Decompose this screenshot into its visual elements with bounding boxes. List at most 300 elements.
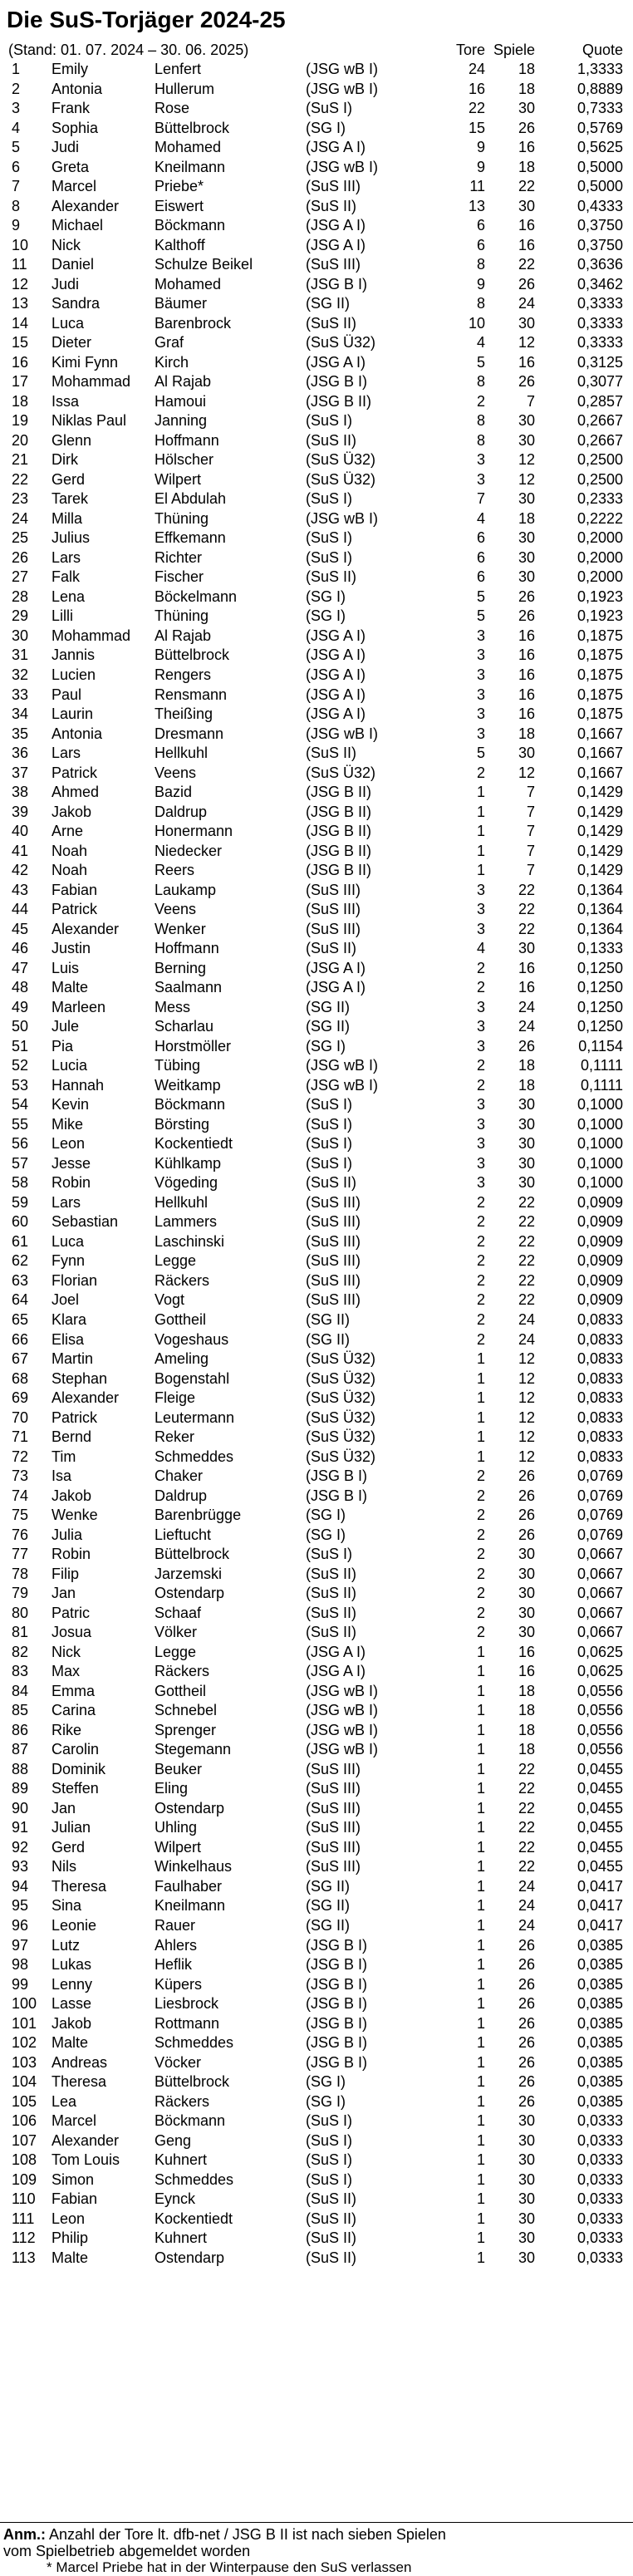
cell-rank: 6	[12, 158, 21, 175]
cell-rank: 103	[12, 2053, 37, 2071]
cell-rank: 84	[12, 1682, 29, 1699]
cell-quote: 0,8889	[577, 80, 623, 97]
table-row	[0, 1271, 633, 1291]
cell-quote: 0,1875	[577, 627, 623, 644]
cell-goals: 2	[476, 1585, 485, 1602]
cell-quote: 0,1429	[577, 862, 623, 879]
cell-first-name: Carolin	[52, 1741, 100, 1758]
cell-first-name: Julia	[52, 1526, 83, 1543]
cell-games: 18	[518, 1682, 535, 1699]
cell-team: (SuS II)	[306, 1604, 357, 1621]
cell-team: (SuS I)	[306, 2131, 353, 2149]
cell-goals: 1	[476, 2249, 485, 2266]
cell-goals: 9	[476, 158, 485, 175]
cell-team: (SuS I)	[306, 1115, 353, 1133]
table-row	[0, 1565, 633, 1585]
cell-goals: 8	[476, 431, 485, 449]
cell-last-name: Böckmann	[155, 1096, 226, 1113]
table-row	[0, 1818, 633, 1838]
cell-games: 18	[518, 1076, 535, 1094]
cell-games: 26	[518, 2053, 535, 2071]
cell-quote: 0,3636	[577, 256, 623, 273]
cell-goals: 3	[476, 1096, 485, 1113]
cell-goals: 2	[476, 1291, 485, 1309]
cell-rank: 48	[12, 979, 29, 996]
cell-first-name: Daniel	[52, 256, 95, 273]
cell-first-name: Sebastian	[52, 1213, 119, 1231]
cell-goals: 1	[476, 1408, 485, 1426]
cell-team: (SuS III)	[306, 1232, 361, 1250]
cell-goals: 3	[476, 920, 485, 937]
cell-rank: 108	[12, 2151, 37, 2169]
cell-quote: 0,0769	[577, 1526, 623, 1543]
table-row	[0, 2170, 633, 2190]
cell-games: 7	[526, 392, 535, 410]
cell-goals: 1	[476, 1858, 485, 1875]
cell-goals: 3	[476, 666, 485, 683]
cell-games: 26	[518, 275, 535, 293]
cell-goals: 1	[476, 2229, 485, 2247]
cell-quote: 0,0667	[577, 1604, 623, 1621]
table-row	[0, 1584, 633, 1604]
cell-team: (SuS III)	[306, 1780, 361, 1797]
cell-quote: 0,2222	[577, 509, 623, 527]
cell-quote: 0,1364	[577, 920, 623, 937]
cell-games: 16	[518, 236, 535, 253]
cell-games: 12	[518, 1408, 535, 1426]
cell-games: 24	[518, 295, 535, 312]
cell-goals: 3	[476, 998, 485, 1015]
cell-first-name: Jakob	[52, 1487, 92, 1504]
table-row	[0, 197, 633, 217]
cell-rank: 92	[12, 1838, 29, 1856]
cell-goals: 1	[476, 2034, 485, 2052]
cell-goals: 3	[476, 881, 485, 898]
cell-games: 7	[526, 823, 535, 840]
cell-games: 26	[518, 1975, 535, 1993]
table-row	[0, 1916, 633, 1936]
cell-games: 30	[518, 548, 535, 566]
table-row	[0, 1154, 633, 1174]
cell-team: (SuS I)	[306, 412, 353, 430]
cell-first-name: Laurin	[52, 705, 94, 723]
cell-quote: 0,0625	[577, 1663, 623, 1680]
cell-games: 22	[518, 1780, 535, 1797]
cell-last-name: Kuhnert	[155, 2151, 208, 2169]
cell-first-name: Lea	[52, 2092, 77, 2110]
cell-team: (SuS III)	[306, 881, 361, 898]
cell-team: (JSG B I)	[306, 1467, 368, 1485]
cell-quote: 0,0909	[577, 1232, 623, 1250]
cell-games: 30	[518, 745, 535, 762]
cell-first-name: Theresa	[52, 1877, 107, 1895]
cell-quote: 0,0833	[577, 1369, 623, 1387]
cell-last-name: Honermann	[155, 823, 233, 840]
cell-team: (SuS I)	[306, 490, 353, 508]
cell-first-name: Tarek	[52, 490, 89, 508]
cell-rank: 113	[12, 2249, 36, 2266]
cell-rank: 61	[12, 1232, 29, 1250]
cell-quote: 0,0556	[577, 1741, 623, 1758]
cell-last-name: Böckelmann	[155, 587, 238, 605]
cell-goals: 2	[476, 1604, 485, 1621]
table-row	[0, 2131, 633, 2151]
cell-last-name: Horstmöller	[155, 1037, 232, 1054]
cell-team: (JSG B I)	[306, 2034, 368, 2052]
cell-first-name: Stephan	[52, 1369, 108, 1387]
cell-rank: 82	[12, 1643, 29, 1660]
cell-quote: 0,3462	[577, 275, 623, 293]
cell-team: (SG I)	[306, 2073, 346, 2091]
cell-last-name: Böckmann	[155, 2112, 226, 2130]
cell-team: (SuS II)	[306, 568, 357, 586]
cell-goals: 2	[476, 1271, 485, 1289]
cell-goals: 5	[476, 587, 485, 605]
cell-quote: 0,1364	[577, 881, 623, 898]
table-row	[0, 1604, 633, 1624]
cell-team: (SuS I)	[306, 1154, 353, 1172]
cell-quote: 0,3077	[577, 373, 623, 391]
cell-rank: 35	[12, 725, 29, 742]
cell-quote: 0,4333	[577, 197, 623, 214]
cell-team: (SuS I)	[306, 100, 353, 117]
cell-rank: 1	[12, 61, 21, 77]
cell-first-name: Noah	[52, 842, 88, 859]
cell-team: (JSG wB I)	[306, 725, 379, 742]
cell-quote: 0,0667	[577, 1546, 623, 1563]
cell-games: 26	[518, 2073, 535, 2091]
cell-rank: 22	[12, 470, 29, 488]
cell-games: 22	[518, 1799, 535, 1816]
cell-rank: 50	[12, 1018, 29, 1035]
cell-last-name: Beuker	[155, 1760, 203, 1777]
cell-team: (JSG wB I)	[306, 1682, 379, 1699]
cell-team: (SuS III)	[306, 1271, 361, 1289]
cell-goals: 3	[476, 686, 485, 703]
cell-games: 12	[518, 764, 535, 781]
table-row	[0, 333, 633, 353]
cell-team: (SuS II)	[306, 314, 357, 332]
cell-rank: 106	[12, 2112, 37, 2130]
cell-first-name: Philip	[52, 2229, 89, 2247]
cell-games: 30	[518, 2112, 535, 2130]
table-row	[0, 607, 633, 627]
cell-rank: 27	[12, 568, 29, 586]
cell-rank: 56	[12, 1135, 29, 1153]
cell-goals: 1	[476, 1741, 485, 1758]
cell-last-name: Hoffmann	[155, 431, 219, 449]
table-row	[0, 1487, 633, 1507]
cell-goals: 1	[476, 1838, 485, 1856]
cell-quote: 0,1000	[577, 1154, 623, 1172]
table-row	[0, 842, 633, 862]
cell-quote: 0,0417	[577, 1897, 623, 1915]
cell-goals: 11	[469, 178, 485, 195]
cell-last-name: Schnebel	[155, 1702, 218, 1719]
cell-rank: 34	[12, 705, 29, 723]
table-row	[0, 1975, 633, 1995]
cell-last-name: Vogeshaus	[155, 1330, 229, 1348]
cell-last-name: Kalthoff	[155, 236, 205, 253]
cell-games: 7	[526, 862, 535, 879]
cell-rank: 64	[12, 1291, 29, 1309]
cell-quote: 0,3750	[577, 236, 623, 253]
cell-team: (SuS I)	[306, 2112, 353, 2130]
cell-games: 18	[518, 1057, 535, 1074]
cell-goals: 3	[476, 1037, 485, 1054]
cell-team: (JSG A I)	[306, 627, 366, 644]
cell-rank: 49	[12, 998, 29, 1015]
cell-team: (SG II)	[306, 1877, 350, 1895]
cell-goals: 6	[476, 236, 485, 253]
cell-last-name: Veens	[155, 764, 197, 781]
cell-team: (JSG B II)	[306, 862, 372, 879]
cell-quote: 0,0455	[577, 1838, 623, 1856]
cell-quote: 0,1000	[577, 1135, 623, 1153]
cell-quote: 0,0385	[577, 2014, 623, 2032]
cell-first-name: Gerd	[52, 470, 86, 488]
cell-team: (JSG wB I)	[306, 158, 379, 175]
cell-last-name: Barenbrock	[155, 314, 232, 332]
cell-last-name: Kockentiedt	[155, 2210, 233, 2227]
cell-quote: 0,0909	[577, 1271, 623, 1289]
cell-quote: 0,0455	[577, 1780, 623, 1797]
cell-quote: 0,0909	[577, 1252, 623, 1270]
cell-team: (SuS II)	[306, 197, 357, 214]
cell-first-name: Julius	[52, 529, 91, 547]
cell-rank: 39	[12, 803, 29, 820]
cell-quote: 0,1667	[577, 745, 623, 762]
cell-goals: 8	[476, 295, 485, 312]
cell-first-name: Kevin	[52, 1096, 90, 1113]
cell-first-name: Luis	[52, 959, 80, 976]
header-quote: Quote	[581, 42, 623, 58]
cell-games: 30	[518, 2210, 535, 2227]
cell-quote: 0,2857	[577, 392, 623, 410]
cell-goals: 5	[476, 607, 485, 625]
cell-games: 16	[518, 1663, 535, 1680]
cell-games: 30	[518, 2190, 535, 2208]
table-row	[0, 705, 633, 725]
cell-rank: 32	[12, 666, 29, 683]
cell-goals: 3	[476, 646, 485, 664]
cell-goals: 2	[476, 979, 485, 996]
cell-goals: 2	[476, 1467, 485, 1485]
cell-games: 26	[518, 1487, 535, 1504]
cell-last-name: Börsting	[155, 1115, 210, 1133]
cell-rank: 60	[12, 1213, 29, 1231]
cell-rank: 102	[12, 2034, 37, 2052]
cell-games: 30	[518, 1154, 535, 1172]
cell-games: 22	[518, 901, 535, 918]
cell-games: 24	[518, 1330, 535, 1348]
cell-first-name: Milla	[52, 509, 83, 527]
cell-games: 26	[518, 1526, 535, 1543]
table-row	[0, 920, 633, 940]
cell-rank: 65	[12, 1311, 29, 1328]
cell-games: 30	[518, 529, 535, 547]
cell-rank: 2	[12, 80, 21, 97]
cell-last-name: Ahlers	[155, 1936, 198, 1954]
cell-games: 16	[518, 139, 535, 156]
cell-last-name: Bogenstahl	[155, 1369, 230, 1387]
cell-team: (JSG A I)	[306, 217, 366, 234]
cell-rank: 95	[12, 1897, 29, 1915]
cell-rank: 31	[12, 646, 29, 664]
cell-rank: 21	[12, 451, 29, 469]
cell-team: (SuS I)	[306, 2151, 353, 2169]
cell-quote: 0,0385	[577, 1936, 623, 1954]
cell-goals: 2	[476, 959, 485, 976]
cell-quote: 0,0769	[577, 1467, 623, 1485]
cell-first-name: Jannis	[52, 646, 96, 664]
cell-rank: 54	[12, 1096, 29, 1113]
cell-games: 26	[518, 2014, 535, 2032]
cell-rank: 101	[12, 2014, 37, 2032]
cell-team: (SuS Ü32)	[306, 1428, 376, 1446]
cell-last-name: Uhling	[155, 1819, 198, 1836]
cell-games: 12	[518, 451, 535, 469]
cell-first-name: Martin	[52, 1350, 94, 1368]
cell-games: 30	[518, 431, 535, 449]
cell-team: (JSG B I)	[306, 1995, 368, 2013]
cell-team: (JSG wB I)	[306, 61, 379, 77]
cell-rank: 52	[12, 1057, 29, 1074]
table-row	[0, 353, 633, 373]
header-games: Spiele	[493, 42, 535, 58]
cell-rank: 12	[12, 275, 29, 293]
cell-goals: 2	[476, 1232, 485, 1250]
cell-team: (SuS Ü32)	[306, 1389, 376, 1407]
cell-rank: 99	[12, 1975, 29, 1993]
cell-first-name: Mohammad	[52, 373, 131, 391]
cell-goals: 6	[476, 529, 485, 547]
cell-last-name: Laukamp	[155, 881, 217, 898]
cell-first-name: Marcel	[52, 2112, 97, 2130]
cell-quote: 0,3333	[577, 334, 623, 351]
cell-first-name: Patrick	[52, 764, 98, 781]
cell-last-name: Stegemann	[155, 1741, 232, 1758]
cell-first-name: Nick	[52, 1643, 81, 1660]
cell-first-name: Dirk	[52, 451, 78, 469]
cell-first-name: Paul	[52, 686, 82, 703]
cell-rank: 107	[12, 2131, 37, 2149]
cell-team: (SuS II)	[306, 2210, 357, 2227]
table-row	[0, 627, 633, 646]
cell-quote: 0,0909	[577, 1213, 623, 1231]
cell-rank: 68	[12, 1369, 29, 1387]
cell-team: (SuS II)	[306, 2190, 357, 2208]
cell-games: 12	[518, 470, 535, 488]
cell-rank: 38	[12, 784, 29, 801]
cell-games: 24	[518, 1897, 535, 1915]
cell-rank: 20	[12, 431, 29, 449]
cell-rank: 15	[12, 334, 29, 351]
cell-team: (SuS II)	[306, 431, 357, 449]
cell-rank: 10	[12, 236, 29, 253]
cell-rank: 109	[12, 2170, 37, 2188]
cell-quote: 0,2500	[577, 470, 623, 488]
table-row	[0, 1857, 633, 1877]
cell-first-name: Lukas	[52, 1956, 92, 1974]
cell-goals: 3	[476, 725, 485, 742]
cell-games: 26	[518, 1936, 535, 1954]
cell-quote: 0,1250	[577, 959, 623, 976]
footnote-line-2: vom Spielbetrieb abgemeldet worden	[3, 2543, 251, 2559]
cell-goals: 1	[476, 1643, 485, 1660]
cell-goals: 1	[476, 784, 485, 801]
cell-rank: 14	[12, 314, 29, 332]
table-row	[0, 2190, 633, 2210]
cell-games: 12	[518, 1389, 535, 1407]
table-row	[0, 1740, 633, 1760]
table-row	[0, 646, 633, 666]
table-row	[0, 1506, 633, 1526]
cell-team: (SG II)	[306, 1916, 350, 1934]
table-row	[0, 470, 633, 490]
cell-games: 30	[518, 940, 535, 957]
cell-team: (SuS II)	[306, 1585, 357, 1602]
cell-quote: 0,1429	[577, 784, 623, 801]
cell-last-name: Niedecker	[155, 842, 223, 859]
cell-quote: 0,1250	[577, 998, 623, 1015]
cell-games: 22	[518, 1291, 535, 1309]
cell-last-name: Eiswert	[155, 197, 204, 214]
cell-rank: 45	[12, 920, 29, 937]
cell-rank: 23	[12, 490, 29, 508]
cell-quote: 0,1000	[577, 1115, 623, 1133]
cell-games: 30	[518, 2229, 535, 2247]
cell-last-name: Heflik	[155, 1956, 193, 1974]
cell-rank: 28	[12, 587, 29, 605]
cell-first-name: Patric	[52, 1604, 91, 1621]
cell-team: (SG I)	[306, 1507, 346, 1524]
cell-quote: 0,3750	[577, 217, 623, 234]
cell-games: 16	[518, 979, 535, 996]
cell-first-name: Lucia	[52, 1057, 88, 1074]
cell-quote: 0,0667	[577, 1565, 623, 1582]
cell-last-name: Rensmann	[155, 686, 228, 703]
cell-rank: 47	[12, 959, 29, 976]
cell-rank: 100	[12, 1995, 37, 2013]
cell-first-name: Arne	[52, 823, 84, 840]
cell-team: (JSG B I)	[306, 373, 368, 391]
table-row	[0, 822, 633, 842]
cell-first-name: Carina	[52, 1702, 96, 1719]
table-row	[0, 1526, 633, 1546]
cell-goals: 3	[476, 1174, 485, 1192]
table-row	[0, 1682, 633, 1702]
cell-goals: 2	[476, 1311, 485, 1328]
cell-last-name: Schaaf	[155, 1604, 202, 1621]
cell-quote: 0,0385	[577, 1956, 623, 1974]
cell-games: 26	[518, 1995, 535, 2013]
cell-quote: 0,0333	[577, 2170, 623, 2188]
cell-games: 16	[518, 353, 535, 371]
cell-rank: 112	[12, 2229, 36, 2247]
cell-goals: 1	[476, 1428, 485, 1446]
cell-last-name: Böckmann	[155, 217, 226, 234]
cell-last-name: Bäumer	[155, 295, 208, 312]
table-row	[0, 2151, 633, 2170]
cell-rank: 55	[12, 1115, 29, 1133]
cell-last-name: Hoffmann	[155, 940, 219, 957]
cell-quote: 0,1154	[578, 1037, 623, 1054]
cell-last-name: Räckers	[155, 1663, 210, 1680]
table-row	[0, 1838, 633, 1858]
cell-first-name: Hannah	[52, 1076, 105, 1094]
cell-goals: 10	[468, 314, 485, 332]
